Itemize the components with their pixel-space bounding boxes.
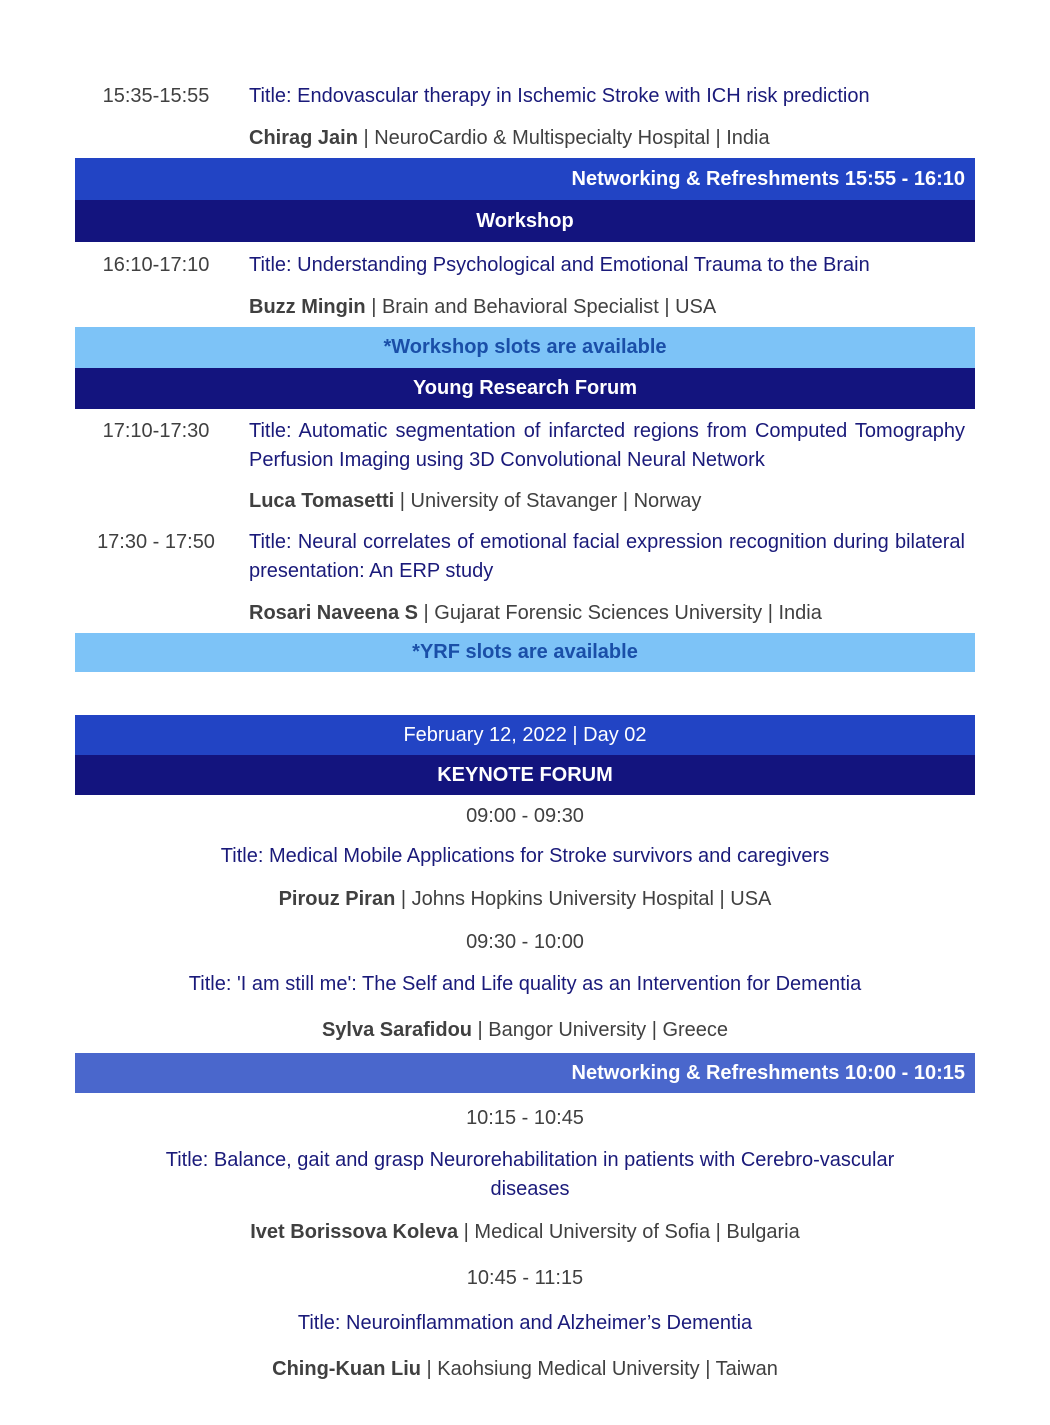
speaker-affiliation: | NeuroCardio & Multispecialty Hospital | India — [357, 127, 770, 149]
session-time: 17:10-17:30 — [102, 420, 210, 442]
session-time: 15:35-15:55 — [102, 85, 210, 107]
session-time: 09:00 - 09:30 — [466, 805, 584, 827]
speaker-affiliation: | University of Stavanger | Norway — [394, 490, 702, 512]
yrf-slots-bar: *YRF slots are available — [75, 633, 975, 672]
speaker-affiliation: | Johns Hopkins University Hospital | USA — [395, 888, 772, 910]
speaker-name: Luca Tomasetti — [249, 490, 395, 512]
session-title: Title: Neuroinflammation and Alzheimer’s Dementia — [297, 1312, 753, 1334]
session-title: Title: Understanding Psychological and Emotional Trauma to the Brain — [249, 254, 870, 276]
speaker-name: Ivet Borissova Koleva — [250, 1221, 459, 1243]
session-time: 10:45 - 11:15 — [466, 1267, 584, 1289]
yrf-header: Young Research Forum — [75, 368, 975, 409]
session-title: Title: Neural correlates of emotional facial expression recognition during bilateral presentation: An ERP study — [249, 531, 965, 582]
session-time: 10:15 - 10:45 — [466, 1107, 584, 1129]
speaker-line — [75, 1016, 975, 1045]
speaker-affiliation: | Gujarat Forensic Sciences University | India — [417, 602, 822, 624]
speaker-name: Pirouz Piran — [278, 888, 396, 910]
speaker-line — [249, 599, 965, 628]
speaker-line — [75, 1355, 975, 1384]
workshop-header: Workshop — [75, 200, 975, 242]
keynote-header: KEYNOTE FORUM — [75, 755, 975, 795]
session-title: Title: Endovascular therapy in Ischemic Stroke with ICH risk prediction — [249, 85, 870, 107]
session-time: 17:30 - 17:50 — [97, 531, 215, 553]
day-header: February 12, 2022 | Day 02 — [75, 715, 975, 755]
speaker-line — [249, 487, 965, 516]
speaker-name: Chirag Jain — [249, 127, 358, 149]
session-time: 16:10-17:10 — [102, 254, 210, 276]
speaker-name: Buzz Mingin — [249, 296, 366, 318]
speaker-affiliation: | Bangor University | Greece — [472, 1019, 729, 1041]
speaker-affiliation: | Kaohsiung Medical University | Taiwan — [421, 1358, 778, 1380]
speaker-name: Ching-Kuan Liu — [272, 1358, 421, 1380]
workshop-slots-bar: *Workshop slots are available — [75, 327, 975, 368]
networking-bar: Networking & Refreshments 10:00 - 10:15 — [75, 1053, 975, 1093]
speaker-name: Rosari Naveena S — [249, 602, 418, 624]
networking-bar: Networking & Refreshments 15:55 - 16:10 — [75, 158, 975, 200]
speaker-line — [249, 124, 965, 153]
speaker-line — [75, 885, 975, 914]
session-title: Title: Balance, gait and grasp Neurorehabilitation in patients with Cerebro-vascular diseases — [165, 1149, 895, 1200]
speaker-line — [249, 293, 965, 322]
speaker-line — [75, 1218, 975, 1247]
session-title: Title: 'I am still me': The Self and Life quality as an Intervention for Dementia — [188, 973, 862, 995]
speaker-affiliation: | Brain and Behavioral Specialist | USA — [365, 296, 717, 318]
speaker-affiliation: | Medical University of Sofia | Bulgaria — [458, 1221, 800, 1243]
session-title: Title: Automatic segmentation of infarcted regions from Computed Tomography Perfusion Imaging using 3D Convolutional Neural Network — [249, 420, 965, 471]
session-title: Title: Medical Mobile Applications for Stroke survivors and caregivers — [220, 845, 830, 867]
speaker-name: Sylva Sarafidou — [321, 1019, 472, 1041]
session-time: 09:30 - 10:00 — [466, 931, 584, 953]
